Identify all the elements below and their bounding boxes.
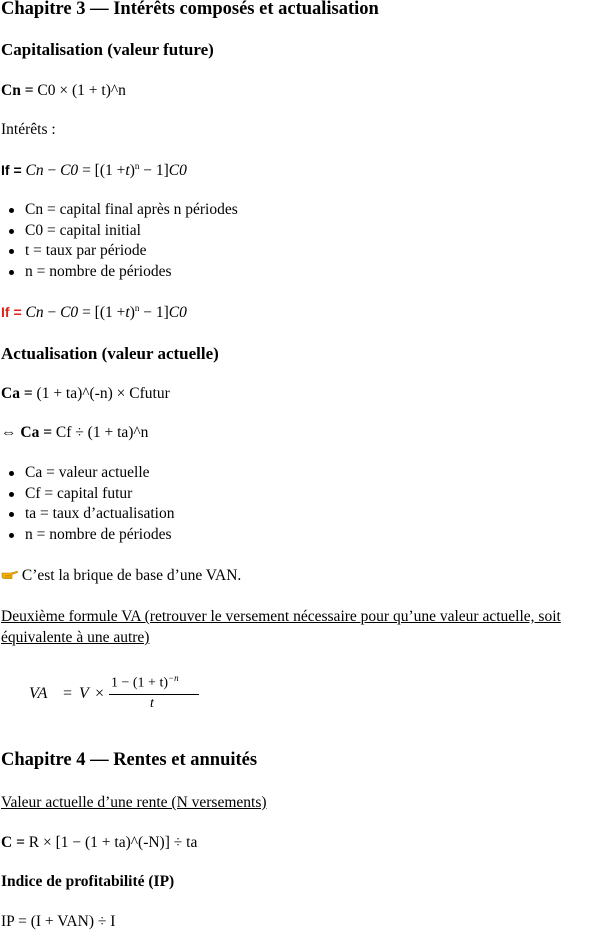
if-exp: n: [134, 160, 140, 171]
cn-formula-line: [1, 81, 126, 101]
bullet-dot: [1, 464, 21, 482]
pointing-hand-icon: [1, 569, 18, 580]
ca2-label: Ca =: [20, 424, 53, 441]
ca-label: Ca =: [1, 385, 33, 402]
if-c0-end: C0: [168, 162, 187, 179]
ca-formula-line: [1, 384, 170, 404]
c-formula: R × [1 − (1 + ta)^(-N)] ÷ ta: [28, 834, 198, 851]
fraction-bar: [109, 694, 199, 695]
if-formula-line-2: [1, 302, 187, 323]
va-formula: [29, 672, 219, 722]
c-formula-line: [1, 833, 197, 853]
ca-equivalent-line: [1, 423, 148, 443]
list-item: ta = taux d’actualisation: [25, 505, 175, 522]
if-label: If =: [1, 162, 22, 178]
if-t: t: [125, 304, 130, 321]
if-c0-end: C0: [168, 304, 187, 321]
c-label: C =: [1, 834, 25, 851]
if-minus1: − 1]: [143, 304, 169, 321]
list-item: t = taux par période: [25, 242, 147, 259]
if-label-red: If =: [1, 304, 22, 320]
chapter-4-title: Chapitre 4 — Rentes et annuités: [1, 750, 258, 770]
note-text: C’est la brique de base d’une VAN.: [21, 567, 242, 584]
if-close: ): [129, 304, 135, 321]
equivalence-arrow-icon: ⇔: [1, 424, 17, 441]
bullet-dot: [1, 485, 21, 503]
bullet-dot: [1, 526, 21, 544]
cn-label: Cn =: [1, 82, 34, 99]
if-minus1: − 1]: [143, 162, 169, 179]
va-exponent: −n: [168, 673, 179, 683]
cn-formula: C0 × (1 + t)^n: [37, 82, 126, 99]
va-lhs: VA: [29, 685, 48, 702]
va-denominator: t: [150, 696, 154, 711]
note-line: [1, 566, 241, 586]
list-item: C0 = capital initial: [25, 222, 141, 239]
bullet-dot: [1, 242, 21, 260]
if-eq: = [(1 +: [82, 162, 126, 179]
list-item: Cf = capital futur: [25, 485, 133, 502]
if-minus: −: [47, 162, 57, 179]
va-numerator: [111, 673, 179, 692]
va-num-text: 1 − (1 + t): [111, 675, 169, 691]
if-formula-line-1: [1, 160, 187, 181]
bullet-dot: [1, 222, 21, 240]
actualisation-title: Actualisation (valeur actuelle): [1, 344, 219, 363]
if-c0: C0: [60, 304, 79, 321]
capitalisation-title: Capitalisation (valeur future): [1, 40, 214, 59]
ca2-formula: Cf ÷ (1 + ta)^n: [55, 424, 149, 441]
va-formula-title: Deuxième formule VA (retrouver le versement nécessaire pour qu’une valeur actuelle, soit équivalente à une autre): [1, 608, 561, 646]
if-close: ): [129, 162, 135, 179]
va-v: V: [79, 685, 89, 702]
rente-title: Valeur actuelle d’une rente (N versements): [1, 794, 267, 811]
if-cn: Cn: [25, 304, 44, 321]
chapter-3-title: Chapitre 3 — Intérêts composés et actualisation: [1, 0, 379, 19]
list-item: Ca = valeur actuelle: [25, 464, 150, 481]
va-times: ×: [95, 685, 105, 702]
if-minus: −: [47, 304, 57, 321]
list-item: n = nombre de périodes: [25, 526, 172, 543]
interets-label: Intérêts :: [1, 121, 56, 138]
if-c0: C0: [60, 162, 79, 179]
list-item: Cn = capital final après n périodes: [25, 201, 238, 218]
if-eq: = [(1 +: [82, 304, 126, 321]
list-item: n = nombre de périodes: [25, 263, 172, 280]
bullet-dot: [1, 263, 21, 281]
ip-title: Indice de profitabilité (IP): [1, 873, 175, 890]
bullet-dot: [1, 505, 21, 523]
bullet-dot: [1, 201, 21, 219]
ip-formula: IP = (I + VAN) ÷ I: [1, 913, 116, 930]
if-t: t: [125, 162, 130, 179]
ca-formula: (1 + ta)^(-n) × Cfutur: [36, 385, 170, 402]
if-exp: n: [134, 302, 140, 313]
va-eq: =: [63, 685, 73, 702]
if-cn: Cn: [25, 162, 44, 179]
